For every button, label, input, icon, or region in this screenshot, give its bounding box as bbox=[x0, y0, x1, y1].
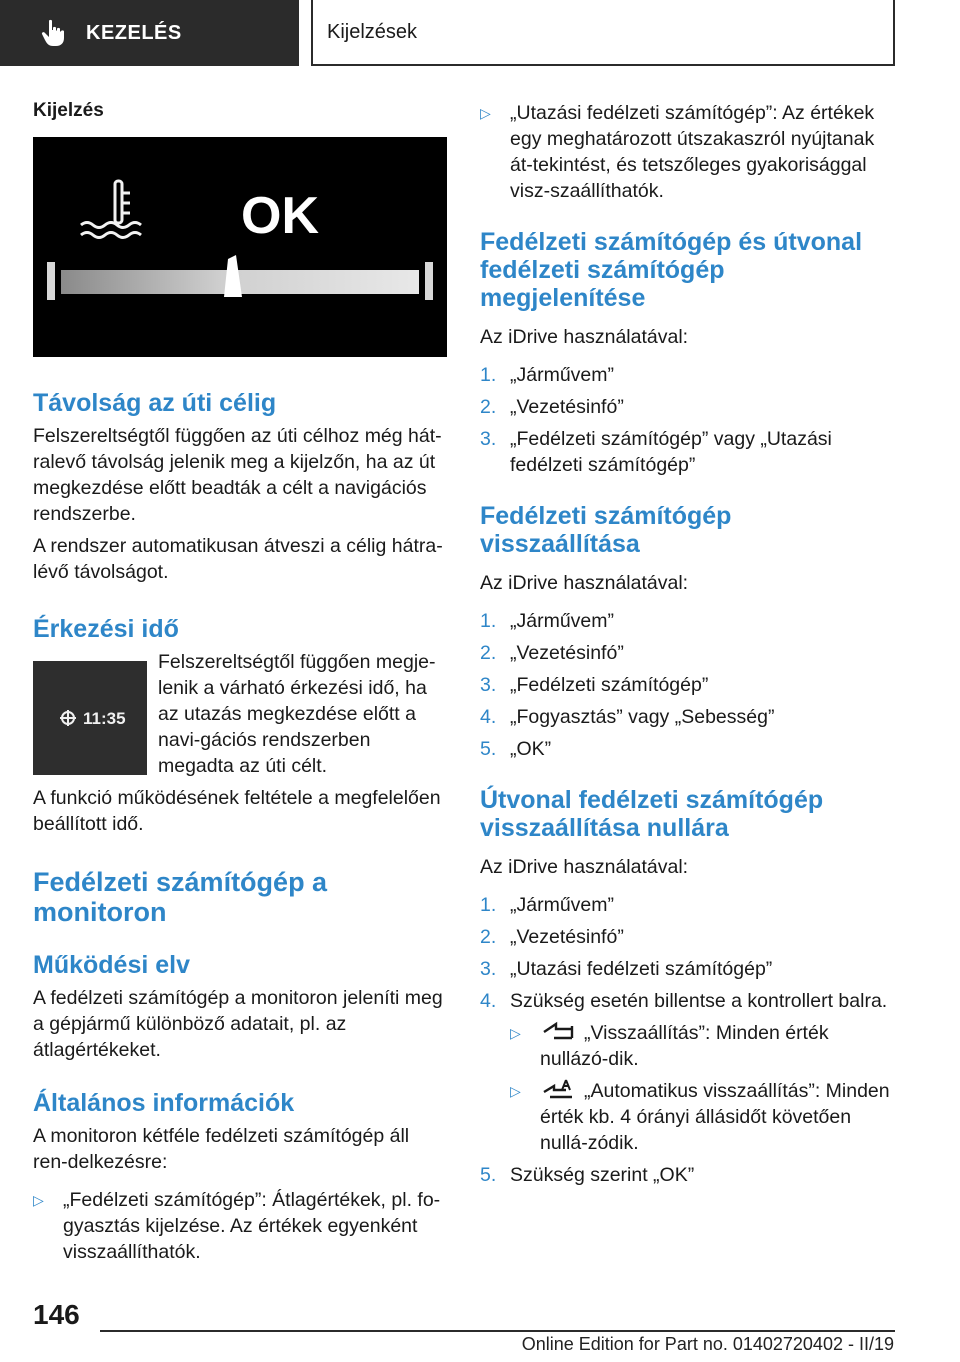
heading-principle: Működési elv bbox=[33, 951, 190, 979]
list-item: 4. „Fogyasztás” vagy „Sebesség” bbox=[480, 706, 775, 728]
destination-flag-icon bbox=[60, 710, 76, 726]
steps-trip-reset-list bbox=[480, 892, 894, 1188]
list-item: ▷ „Fedélzeti számítógép”: Átlagértékek, pl. fo-gyasztás kijelzése. Az értékek egyenként visszaállíthatók. bbox=[33, 1189, 441, 1263]
arrival-time-text: 11:35 bbox=[83, 709, 126, 728]
list-item: 3. „Utazási fedélzeti számítógép” bbox=[480, 958, 773, 980]
list-item: 1. „Járművem” bbox=[480, 364, 615, 386]
steps-reset-list bbox=[480, 608, 894, 762]
paragraph-arrival-1: Felszereltségtől függően megje-lenik a várható érkezési idő, ha az utazás megkezdése előtt a navi-gációs rendszerben megadta az úti célt. bbox=[158, 651, 436, 777]
paragraph-idrive-2: Az iDrive használatával: bbox=[480, 572, 689, 594]
heading-distance: Távolság az úti célig bbox=[33, 389, 277, 417]
right-column bbox=[480, 100, 894, 1194]
page-header bbox=[0, 0, 960, 66]
list-item: 1. „Járművem” bbox=[480, 610, 615, 632]
list-item: 3. „Fedélzeti számítógép” bbox=[480, 674, 709, 696]
list-item: ▷ „Automatikus visszaállítás”: Minden érték kb. 4 órányi állásidőt követően nullá-zódik. bbox=[510, 1080, 890, 1154]
heading-computer-on-monitor: Fedélzeti számítógép a monitoron bbox=[33, 867, 328, 927]
paragraph-general: A monitoron kétféle fedélzeti számítógép áll ren-delkezésre: bbox=[33, 1125, 410, 1173]
heading-general-info: Általános információk bbox=[33, 1089, 295, 1117]
reset-options-list bbox=[510, 1020, 894, 1156]
paragraph-idrive-1: Az iDrive használatával: bbox=[480, 326, 689, 348]
reset-arrow-icon bbox=[540, 1020, 576, 1042]
paragraph-principle: A fedélzeti számítógép a monitoron jeleníti meg a gépjármű különböző adatait, pl. az átlagértékeket. bbox=[33, 987, 443, 1061]
triangle-bullet-icon: ▷ bbox=[33, 1192, 44, 1208]
coolant-display-graphic bbox=[33, 137, 447, 357]
list-item: 3. „Fedélzeti számítógép” vagy „Utazási fedélzeti számítógép” bbox=[480, 428, 832, 476]
heading-trip-reset: Útvonal fedélzeti számítógép visszaállítása nullára bbox=[480, 786, 824, 842]
triangle-bullet-icon: ▷ bbox=[510, 1025, 521, 1041]
coolant-temperature-icon bbox=[81, 181, 141, 238]
chapter-tab[interactable] bbox=[0, 0, 299, 66]
list-item: 1. „Járművem” bbox=[480, 894, 615, 916]
triangle-bullet-icon: ▷ bbox=[510, 1083, 521, 1099]
auto-reset-icon bbox=[540, 1078, 576, 1100]
list-item: 5. Szükség szerint „OK” bbox=[480, 1164, 695, 1186]
footer-divider bbox=[100, 1330, 895, 1332]
page-number: 146 bbox=[33, 1299, 80, 1330]
heading-arrival: Érkezési idő bbox=[33, 615, 179, 643]
steps-show-list bbox=[480, 362, 894, 478]
list-item: ▷ „Utazási fedélzeti számítógép”: Az értékek egy meghatározott útszakaszról nyújtanak át-tekintést, és tetszőleges gyakorisággal visz-szaállíthatók. bbox=[480, 102, 875, 202]
paragraph-distance-2: A rendszer automatikusan átveszi a célig hátra-lévő távolságot. bbox=[33, 535, 443, 583]
list-item: 2. „Vezetésinfó” bbox=[480, 396, 624, 418]
list-item: 2. „Vezetésinfó” bbox=[480, 642, 624, 664]
paragraph-idrive-3: Az iDrive használatával: bbox=[480, 856, 689, 878]
list-item: 2. „Vezetésinfó” bbox=[480, 926, 624, 948]
computer-types-list-cont bbox=[480, 100, 894, 204]
chapter-tab-label: KEZELÉS bbox=[86, 21, 182, 44]
coolant-display-image bbox=[33, 137, 447, 357]
list-item: 4. Szükség esetén billentse a kontrollert balra. ▷ „Visszaállítás”: Minden érték nullázó-dik. ▷ „Automatikus visszaállítás”: Minden érték kb. 4 órányi állásidőt követően nullá-zódik. bbox=[480, 988, 894, 1156]
list-item: 5. „OK” bbox=[480, 738, 552, 760]
display-label: Kijelzés bbox=[33, 100, 104, 121]
heading-show-computer: Fedélzeti számítógép és útvonal fedélzeti számítógép megjelenítése bbox=[480, 228, 863, 312]
hand-pointer-icon bbox=[40, 19, 66, 47]
computer-types-list bbox=[33, 1187, 447, 1265]
list-item: ▷ „Visszaállítás”: Minden érték nullázó-dik. bbox=[510, 1022, 829, 1070]
edition-text: Online Edition for Part no. 01402720402 - II/19 bbox=[521, 1334, 894, 1354]
section-title: Kijelzések bbox=[311, 0, 895, 66]
paragraph-distance-1: Felszereltségtől függően az úti célhoz még hát-ralevő távolság jelenik meg a kijelzőn, ha az út megkezdése előtt beadták a célt a navigációs rendszerbe. bbox=[33, 425, 442, 525]
heading-reset-computer: Fedélzeti számítógép visszaállítása bbox=[480, 502, 732, 558]
arrival-block bbox=[33, 649, 447, 777]
triangle-bullet-icon: ▷ bbox=[480, 105, 491, 121]
arrival-time-image bbox=[33, 661, 147, 775]
display-ok-text: OK bbox=[241, 187, 319, 245]
left-column bbox=[33, 100, 447, 1265]
paragraph-arrival-2: A funkció működésének feltétele a megfelelően beállított idő. bbox=[33, 787, 441, 835]
